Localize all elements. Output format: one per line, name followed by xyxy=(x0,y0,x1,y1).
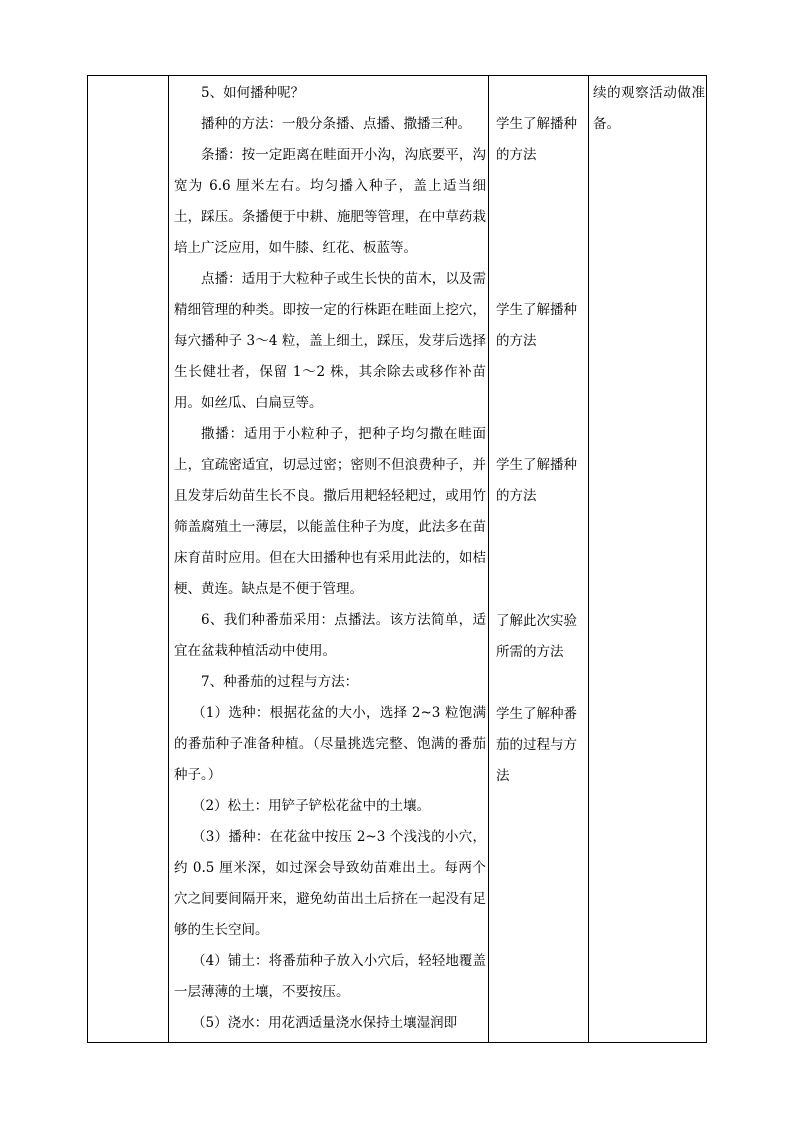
student-activity-note: 学生了解播种的方法 xyxy=(496,116,577,163)
column-divider xyxy=(488,76,489,1042)
content-paragraph: （5）浇水：用花洒适量浇水保持土壤湿润即 xyxy=(192,1015,458,1031)
student-activity-note: 学生了解种番茄的过程与方法 xyxy=(496,706,577,784)
content-paragraph: 播种的方法：一般分条播、点播、撒播三种。 xyxy=(201,116,471,132)
content-paragraph: （2）松土：用铲子铲松花盆中的土壤。 xyxy=(192,798,431,814)
student-activity-note: 学生了解播种的方法 xyxy=(496,302,577,349)
content-paragraph: 撒播：适用于小粒种子，把种子均匀撒在畦面上，宜疏密适宜，切忌过密；密则不但浪费种子，并且发芽后幼苗生长不良。撒后用耙轻轻耙过，或用竹筛盖腐殖土一薄层，以能盖住种子为度，此法多在苗床育苗时应用。但在大田播种也有采用此法的，如桔梗、黄连。缺点是不便于管理。 xyxy=(174,426,486,597)
teaching-content-column xyxy=(174,76,486,1039)
column-divider xyxy=(588,76,589,1042)
content-paragraph: 6、我们种番茄采用：点播法。该方法简单，适宜在盆栽种植活动中使用。 xyxy=(174,612,486,659)
content-paragraph: 条播：按一定距离在畦面开小沟，沟底要平，沟宽为 6.6 厘米左右。均匀播入种子，盖上适当细土，踩压。条播便于中耕、施肥等管理，在中草药栽培上广泛应用，如牛膝、红花、板蓝等。 xyxy=(174,147,486,256)
content-paragraph: 点播：适用于大粒种子或生长快的苗木，以及需精细管理的种类。即按一定的行株距在畦面上挖穴，每穴播种子 3～4 粒，盖上细土，踩压，发芽后选择生长健壮者，保留 1～2 株，其余除去或移作补苗用。如丝瓜、白扁豆等。 xyxy=(174,271,486,411)
content-paragraph: （1）选种：根据花盆的大小，选择 2~3 粒饱满的番茄种子准备种植。（尽量挑选完整、饱满的番茄种子。） xyxy=(174,705,486,783)
lesson-table xyxy=(87,75,707,1043)
content-heading: 7、种番茄的过程与方法： xyxy=(201,674,359,690)
design-intent-column xyxy=(593,76,705,140)
student-activity-note: 学生了解播种的方法 xyxy=(496,457,577,504)
column-divider xyxy=(168,76,169,1042)
content-heading: 5、如何播种呢？ xyxy=(201,85,305,101)
design-intent-note: 续的观察活动做准备。 xyxy=(593,85,705,132)
content-paragraph: （4）铺土：将番茄种子放入小穴后，轻轻地覆盖一层薄薄的土壤，不要按压。 xyxy=(174,953,486,1000)
student-activity-note: 了解此次实验所需的方法 xyxy=(496,613,577,660)
content-paragraph: （3）播种：在花盆中按压 2~3 个浅浅的小穴，约 0.5 厘米深，如过深会导致幼苗难出土。每两个穴之间要间隔开来，避免幼苗出土后挤在一起没有足够的生长空间。 xyxy=(174,829,486,938)
